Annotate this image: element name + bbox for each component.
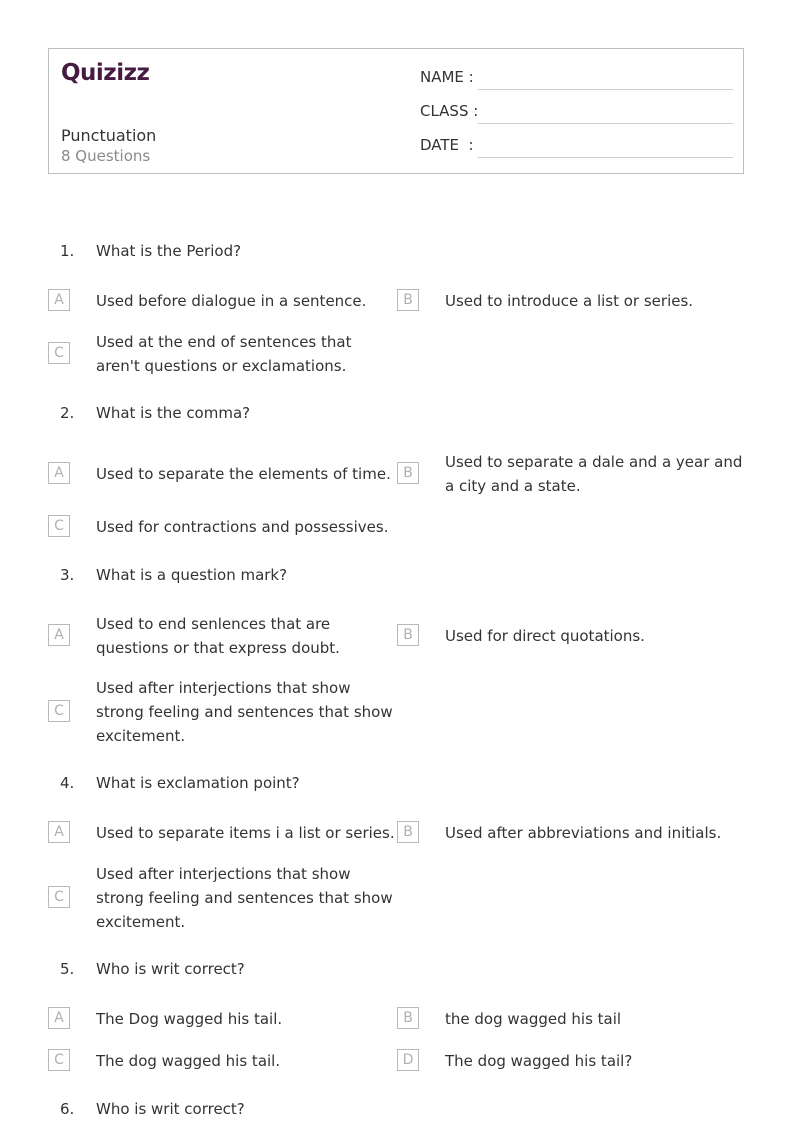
- option-letter-box: B: [397, 462, 419, 484]
- option-text: Used for direct quotations.: [445, 627, 645, 645]
- option-letter-box: B: [397, 624, 419, 646]
- worksheet-title: Punctuation: [61, 126, 157, 145]
- option-text: Used before dialogue in a sentence.: [96, 292, 367, 310]
- option-letter-box: C: [48, 342, 70, 364]
- question-number: 6.: [60, 1100, 75, 1118]
- option-letter-box: B: [397, 821, 419, 843]
- date-line: [478, 157, 733, 158]
- question-number: 5.: [60, 960, 75, 978]
- option-letter-box: C: [48, 700, 70, 722]
- option-letter-box: A: [48, 462, 70, 484]
- name-line: [478, 89, 733, 90]
- option-text: Used at the end of sentences that aren't questions or exclamations.: [96, 333, 352, 375]
- option-text: Used for contractions and possessives.: [96, 518, 389, 536]
- question-number: 1.: [60, 242, 75, 260]
- worksheet-header: [48, 48, 744, 174]
- option-text: Used after interjections that show strong feeling and sentences that show excitement.: [96, 679, 393, 745]
- option-text: Used to introduce a list or series.: [445, 292, 694, 310]
- option-text: Used after interjections that show strong feeling and sentences that show excitement.: [96, 865, 393, 931]
- option-letter-box: C: [48, 1049, 70, 1071]
- option-text: the dog wagged his tail: [445, 1010, 622, 1028]
- question-text: What is a question mark?: [96, 566, 288, 584]
- date-label: DATE :: [420, 136, 474, 154]
- quizizz-logo: Quizizz: [61, 60, 150, 86]
- question-text: What is the Period?: [96, 242, 242, 260]
- option-letter-box: A: [48, 821, 70, 843]
- option-text: Used to separate the elements of time.: [96, 465, 391, 483]
- option-letter-box: C: [48, 515, 70, 537]
- option-text: The dog wagged his tail?: [445, 1052, 633, 1070]
- question-text: What is the comma?: [96, 404, 251, 422]
- question-number: 4.: [60, 774, 75, 792]
- question-text: Who is writ correct?: [96, 1100, 245, 1118]
- option-letter-box: A: [48, 624, 70, 646]
- option-text: Used after abbreviations and initials.: [445, 824, 722, 842]
- option-text: Used to separate items i a list or series.: [96, 824, 395, 842]
- option-letter-box: A: [48, 289, 70, 311]
- question-text: What is exclamation point?: [96, 774, 300, 792]
- option-letter-box: B: [397, 289, 419, 311]
- class-line: [478, 123, 733, 124]
- option-letter-box: A: [48, 1007, 70, 1029]
- option-text: Used to end senlences that are questions or that express doubt.: [96, 615, 340, 657]
- option-letter-box: D: [397, 1049, 419, 1071]
- option-text: The dog wagged his tail.: [96, 1052, 281, 1070]
- name-label: NAME :: [420, 68, 474, 86]
- question-number: 3.: [60, 566, 75, 584]
- question-count: 8 Questions: [61, 147, 151, 165]
- question-number: 2.: [60, 404, 75, 422]
- option-text: The Dog wagged his tail.: [96, 1010, 283, 1028]
- option-text: Used to separate a dale and a year and a city and a state.: [445, 453, 743, 495]
- option-letter-box: C: [48, 886, 70, 908]
- class-label: CLASS :: [420, 102, 479, 120]
- question-text: Who is writ correct?: [96, 960, 245, 978]
- option-letter-box: B: [397, 1007, 419, 1029]
